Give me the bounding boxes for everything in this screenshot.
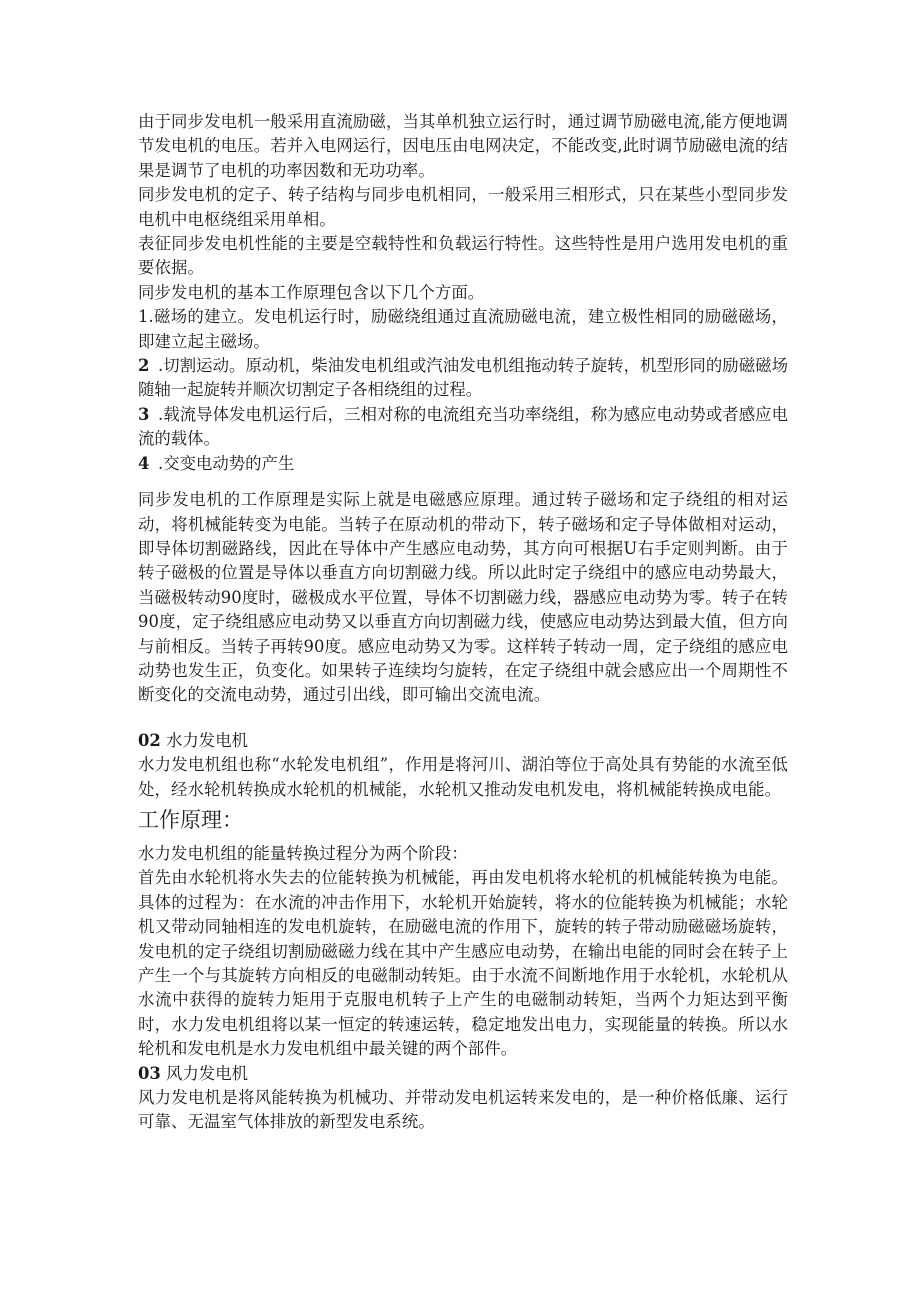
- section-title: 风力发电机: [166, 1063, 248, 1083]
- list-item-4: [138, 452, 788, 476]
- section-03-intro: 风力发电机是将风能转换为机械功、并带动发电机运转来发电的，是一种价格低廉、运行可靠、无温室气体排放的新型发电系统。: [138, 1088, 788, 1132]
- list-number: 3: [138, 404, 150, 424]
- intro-paragraph: 同步发电机的基本工作原理包含以下几个方面。: [138, 282, 485, 302]
- section-heading-03: [138, 1062, 788, 1086]
- section-number: 03: [138, 1063, 161, 1083]
- intro-paragraph: 表征同步发电机性能的主要是空载特性和负载运行特性。这些特性是用户选用发电机的重要依据。: [138, 234, 788, 278]
- section-heading-02: [138, 729, 788, 753]
- intro-paragraph: 由于同步发电机一般采用直流励磁，当其单机独立运行时，通过调节励磁电流,能方便地调节发电机的电压。若并入电网运行，因电压由电网决定，不能改变,此时调节励磁电流的结果是调节了电机的功率因数和无功功率。: [138, 112, 788, 180]
- section-number: 02: [138, 730, 161, 750]
- intro-paragraph: 同步发电机的定子、转子结构与同步电机相同，一般采用三相形式，只在某些小型同步发电机中电枢绕组采用单相。: [138, 185, 788, 229]
- list-text: .交变电动势的产生: [158, 453, 295, 473]
- list-number: 4: [138, 453, 150, 473]
- list-text: .切割运动。原动机，柴油发电机组或汽油发电机组拖动转子旋转，机型形同的励磁磁场随轴一起旋转并顺次切割定子各相绕组的过程。: [138, 356, 788, 400]
- list-number: 2: [138, 356, 150, 376]
- section-02-paragraph: 首先由水轮机将水失去的位能转换为机械能，再由发电机将水轮机的机械能转换为电能。具体的过程为：在水流的冲击作用下，水轮机开始旋转，将水的位能转换为机械能；水轮机又带动同轴相连的发电机旋转，在励磁电流的作用下，旋转的转子带动励磁磁场旋转，发电机的定子绕组切割励磁磁力线在其中产生感应电动势，在输出电能的同时会在转子上产生一个与其旋转方向相反的电磁制动转矩。由于水流不间断地作用于水轮机，水轮机从水流中获得的旋转力矩用于克服电机转子上产生的电磁制动转矩，当两个力矩达到平衡时，水力发电机组将以某一恒定的转速运转，稳定地发出电力，实现能量的转换。所以水轮机和发电机是水力发电机组中最关键的两个部件。: [138, 868, 788, 1059]
- working-principle-heading: 工作原理：: [138, 807, 243, 832]
- list-item-2: [138, 354, 788, 403]
- principle-paragraph: 同步发电机的工作原理是实际上就是电磁感应原理。通过转子磁场和定子绕组的相对运动，将机械能转变为电能。当转子在原动机的带动下，转子磁场和定子导体做相对运动，即导体切割磁路线，因此在导体中产生感应电动势，其方向可根据U右手定则判断。由于转子磁极的位置是导体以垂直方向切割磁力线。所以此时定子绕组中的感应电动势最大，当磁极转动90度时，磁极成水平位置，导体不切割磁力线，器感应电动势为零。转子在转90度，定子绕组感应电动势又以垂直方向切割磁力线，使感应电动势达到最大值，但方向与前相反。当转子再转90度。感应电动势又为零。这样转子转动一周，定子绕组的感应电动势也发生正，负变化。如果转子连续均匀旋转，在定子绕组中就会感应出一个周期性不断变化的交流电动势，通过引出线，即可输出交流电流。: [138, 490, 788, 705]
- section-title: 水力发电机: [166, 730, 248, 750]
- section-02-paragraph: 水力发电机组的能量转换过程分为两个阶段：: [138, 843, 468, 863]
- list-item-3: [138, 403, 788, 452]
- document-body: [138, 110, 788, 1135]
- list-text: .载流导体发电机运行后，三相对称的电流组充当功率绕组，称为感应电动势或者感应电流的载体。: [138, 404, 788, 449]
- list-item-1: 1.磁场的建立。发电机运行时，励磁绕组通过直流励磁电流，建立极性相同的励磁磁场，即建立起主磁场。: [138, 307, 788, 351]
- section-02-intro: 水力发电机组也称“水轮发电机组”，作用是将河川、湖泊等位于高处具有势能的水流至低处，经水轮机转换成水轮机的机械能，水轮机又推动发电机发电，将机械能转换成电能。: [138, 755, 788, 799]
